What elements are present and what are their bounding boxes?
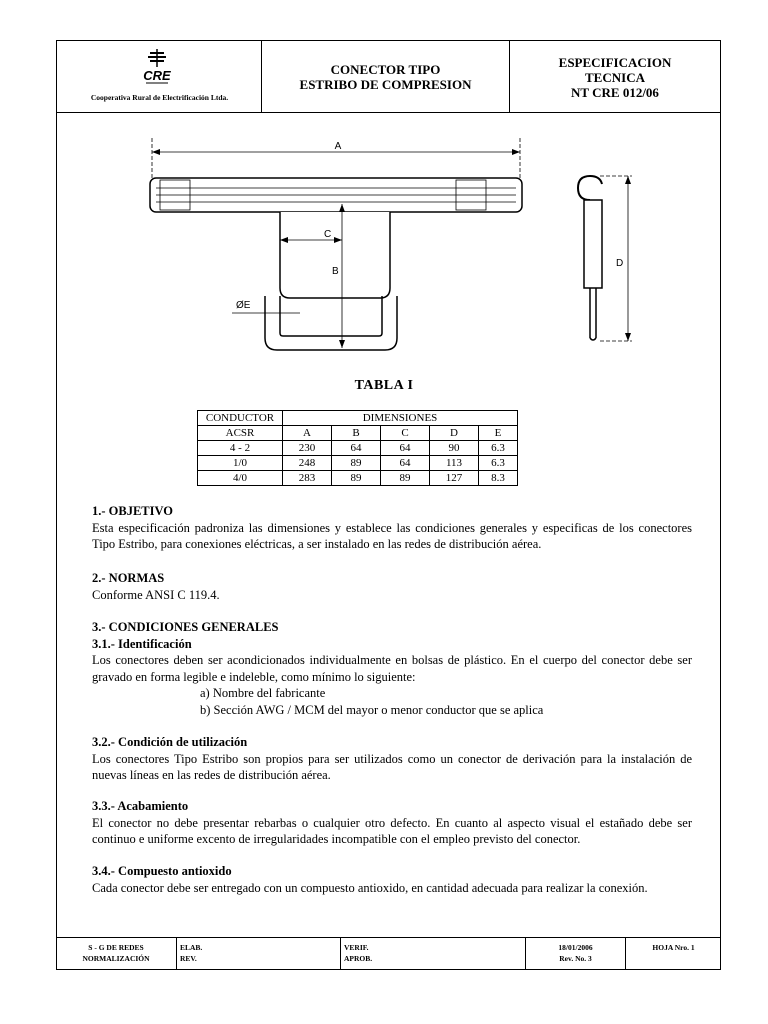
table-cell: 4/0 (198, 471, 283, 486)
table-cell: 4 - 2 (198, 441, 283, 456)
table-row (198, 456, 518, 471)
section-paragraph: Conforme ANSI C 119.4. (92, 587, 220, 602)
spec-code (510, 41, 720, 113)
dim-label-c: C (324, 229, 332, 240)
footer-page (626, 938, 721, 970)
table-cell: 8.3 (479, 471, 518, 486)
section-title: 2.- NORMAS (92, 571, 165, 585)
section-objetivo (92, 503, 692, 553)
footer-text: S - G DE REDES (88, 943, 144, 952)
table-cell: 283 (283, 471, 332, 486)
dim-label-e: ØE (236, 300, 251, 311)
title-line-1: CONECTOR TIPO (330, 62, 441, 77)
header-logo-cell (57, 41, 262, 113)
subsection-title: 3.2.- Condición de utilización (92, 735, 248, 749)
section-title: 3.- CONDICIONES GENERALES (92, 620, 279, 634)
list-item: b) Sección AWG / MCM del mayor o menor conductor que se aplica (200, 702, 544, 717)
table-cell: 89 (381, 471, 430, 486)
cre-logo-icon (137, 47, 177, 87)
table-cell: 127 (430, 471, 479, 486)
org-name: Cooperativa Rural de Electrificación Ltda. (90, 93, 229, 102)
dimensions-table (197, 410, 518, 486)
connector-technical-drawing (120, 138, 660, 363)
list-item: a) Nombre del fabricante (200, 686, 326, 700)
footer-date (526, 938, 626, 970)
table-cell: 113 (430, 456, 479, 471)
table-col-header: A (283, 426, 332, 441)
section-paragraph: Los conectores Tipo Estribo son propios para ser utilizados como un conector de derivación para la instalación de nuevas líneas en las redes de distribución aérea. (92, 751, 692, 782)
document-title (262, 41, 510, 113)
footer-text: REV. (180, 954, 197, 963)
table-cell: 64 (381, 456, 430, 471)
table-row (198, 441, 518, 456)
footer-text: APROB. (344, 954, 373, 963)
table-cell: 6.3 (479, 456, 518, 471)
table-header-conductor: CONDUCTOR (198, 411, 283, 426)
table-row (198, 471, 518, 486)
dim-label-d: D (616, 258, 624, 269)
footer-text: ELAB. (180, 943, 203, 952)
table-cell: 89 (332, 471, 381, 486)
section-utilizacion (92, 734, 692, 784)
section-condiciones (92, 619, 692, 718)
table-cell: 230 (283, 441, 332, 456)
footer-text: 18/01/2006 (558, 943, 593, 952)
footer-text: NORMALIZACIÓN (82, 954, 150, 963)
section-antioxido (92, 863, 692, 896)
dim-label-b: B (332, 266, 339, 277)
table-cell: 89 (332, 456, 381, 471)
spec-line-2: TECNICA (585, 69, 645, 85)
table-cell: 6.3 (479, 441, 518, 456)
table-cell: 64 (381, 441, 430, 456)
spec-line-1: ESPECIFICACION (558, 54, 672, 70)
footer-text: HOJA Nro. 1 (652, 943, 695, 952)
table-cell: 90 (430, 441, 479, 456)
subsection-title: 3.3.- Acabamiento (92, 799, 189, 813)
section-paragraph: Los conectores deben ser acondicionados individualmente en bolsas de plástico. En el cuerpo del conector debe ser gravado en forma legible e indeleble, como mínimo lo siguiente: (92, 653, 692, 684)
title-line-2: ESTRIBO DE COMPRESION (299, 77, 472, 92)
footer-text: VERIF. (344, 943, 369, 952)
subsection-title: 3.1.- Identificación (92, 636, 192, 651)
footer-department (56, 938, 177, 970)
section-paragraph: Esta especificación padroniza las dimensiones y establece las condiciones generales y especificas de los conectores Tipo Estribo, para conexiones eléctricas, a ser instalado en las redes de distribución aérea. (92, 520, 692, 551)
footer-text: Rev. No. 3 (559, 954, 592, 963)
section-acabamiento (92, 798, 692, 848)
footer-elab (177, 938, 341, 970)
table-col-header: C (381, 426, 430, 441)
section-title: 1.- OBJETIVO (92, 504, 174, 518)
table-header-acsr: ACSR (198, 426, 283, 441)
table-col-header: D (430, 426, 479, 441)
document-header (57, 41, 720, 113)
table-col-header: E (479, 426, 518, 441)
table-cell: 248 (283, 456, 332, 471)
table-title: TABLA I (354, 378, 414, 393)
footer-verif (341, 938, 526, 970)
table-cell: 1/0 (198, 456, 283, 471)
table-col-header: B (332, 426, 381, 441)
subsection-title: 3.4.- Compuesto antioxido (92, 864, 232, 878)
spec-line-3: NT CRE 012/06 (571, 84, 659, 100)
section-paragraph: Cada conector debe ser entregado con un compuesto antioxido, en cantidad adecuada para realizar la conexión. (92, 880, 648, 895)
dim-label-a: A (334, 141, 342, 152)
logo-text: CRE (143, 68, 171, 83)
table-header-dimensiones: DIMENSIONES (283, 411, 518, 426)
table-cell: 64 (332, 441, 381, 456)
section-normas (92, 570, 692, 603)
document-footer (56, 937, 721, 970)
section-paragraph: El conector no debe presentar rebarbas o cualquier otro defecto. En cuanto al aspecto visual el estañado debe ser continuo e uniforme excento de irregularidades incompatible con el empleo previsto del conector. (92, 815, 692, 846)
